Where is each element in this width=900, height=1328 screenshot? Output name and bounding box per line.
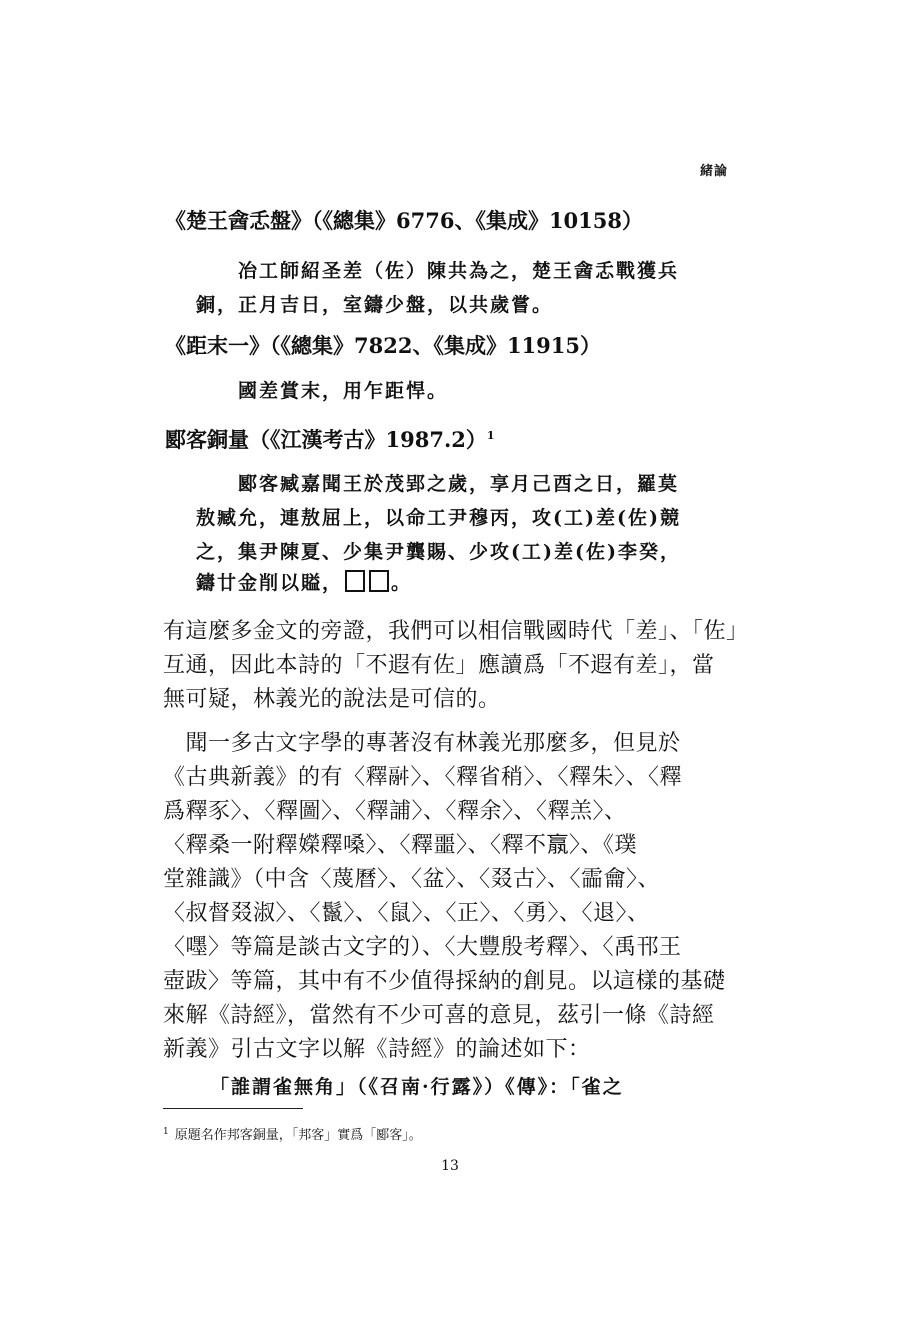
paragraph-line: 〈叔督叕淑〉、〈鬣〉、〈鼠〉、〈正〉、〈勇〉、〈退〉、 [163,901,650,926]
inscription-line: 銅，正月吉日，室鑄少盤，以共歲嘗。 [196,294,554,316]
source-title-chu: 《楚王酓忎盤》（《總集》6776、《集成》10158） [165,208,644,233]
paragraph-line: 無可疑，林義光的說法是可信的。 [163,687,501,712]
inscription-line: 敖臧允，連敖屈上，以命工尹穆丙，攻(工)差(佐)競 [196,507,681,529]
inscription-line: 鑄廿金削以賹， 。 [196,572,413,594]
footnote-reference: 1 [486,429,495,442]
paragraph-line: 互通，因此本詩的「不遐有佐」應讀爲「不遐有差」，當 [163,653,715,678]
paragraph-line: 堂雜識》（中含〈蔑曆〉、〈盆〉、〈叕古〉、〈霝龠〉、 [163,867,661,892]
paragraph-line: 新義》引古文字以解《詩經》的論述如下： [163,1037,591,1062]
inscription-line: 郾客臧嘉聞王於茂郢之歲，享月己酉之日，羅莫 [238,473,680,495]
footnote: $^1$ 原題名作邦客銅量，「邦客」實爲「郾客」。 [163,1126,422,1143]
page-number: 13 [441,1158,459,1174]
source-title-ju: 《距末一》（《總集》7822、《集成》11915） [165,333,602,358]
running-header: 緒論 [699,164,728,179]
quoted-poem-line: 「誰謂雀無角」（《召南·行露》）《傳》：「雀之 [210,1076,624,1098]
missing-character-box [369,570,389,592]
paragraph-line: 來解《詩經》，當然有不少可喜的意見，茲引一條《詩經 [163,1003,715,1028]
paragraph-line: 爲釋豕〉、〈釋圖〉、〈釋誧〉、〈釋余〉、〈釋羔〉、 [163,799,627,824]
paragraph-line: 壺跋〉等篇，其中有不少值得採納的創見。以這樣的基礎 [163,969,726,994]
paragraph-line: 《古典新義》的有〈釋𩰫〉、〈釋省稍〉、〈釋朱〉、〈釋 [163,765,683,790]
footnote-divider [163,1108,303,1109]
paragraph-line: 〈釋桑一附釋嬫釋嗓〉、〈釋噩〉、〈釋不𣎆〉、《璞 [163,833,638,858]
missing-character-box [345,570,365,592]
source-title-ying: 郾客銅量（《江漢考古》1987.2）$^1$ [165,427,495,452]
inscription-line: 冶工師紹圣差（佐）陳共為之，楚王酓忎戰獲兵 [238,260,680,282]
paragraph-line: 有這麼多金文的旁證，我們可以相信戰國時代「差」、「佐」 [163,619,749,644]
inscription-line: 國差賞末，用乍距悍。 [238,380,449,402]
inscription-line: 之，集尹陳夏、少集尹龔賜、少攻(工)差(佐)李癸， [196,541,681,563]
paragraph-line: 〈嚜〉等篇是談古文字的）、〈大豐殷考釋〉、〈禹邗王 [163,935,682,960]
paragraph-line: 聞一多古文字學的專著沒有林義光那麼多，但見於 [163,731,681,756]
